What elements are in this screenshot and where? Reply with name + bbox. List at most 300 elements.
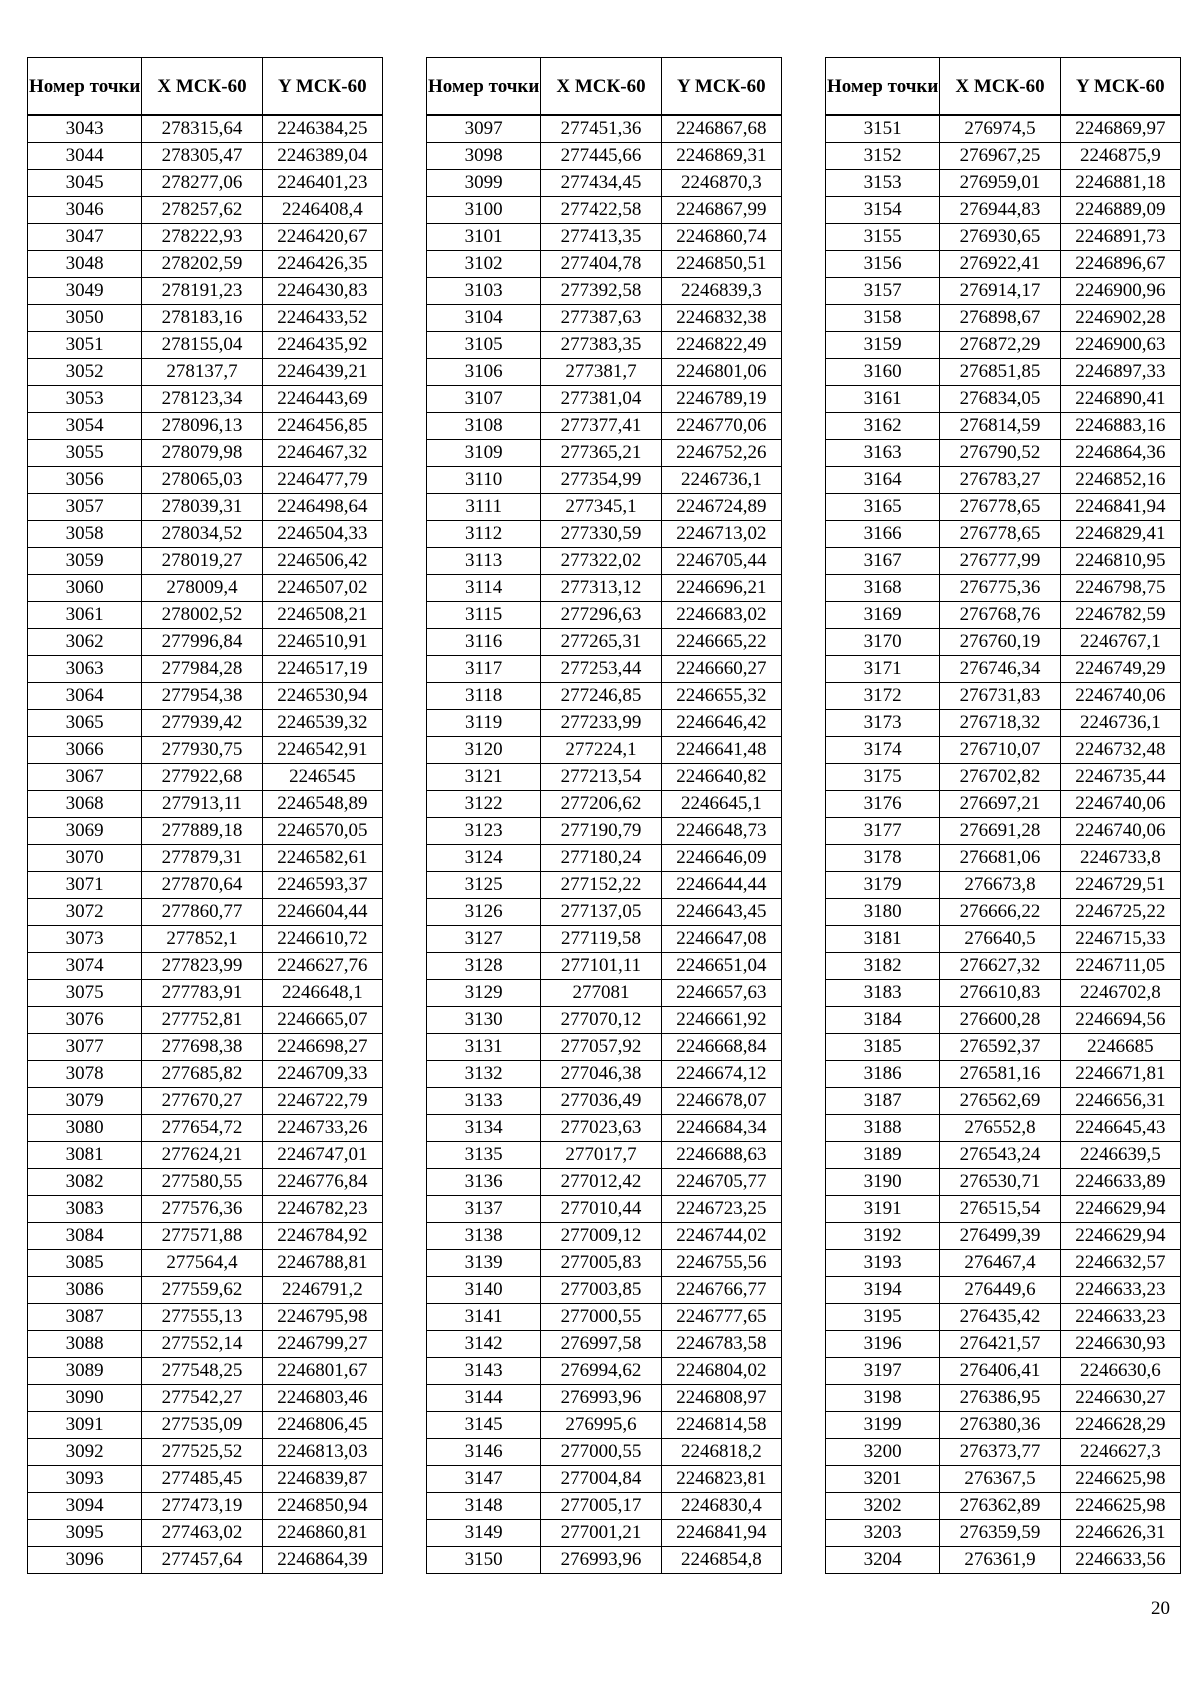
- table-row: [826, 251, 1181, 278]
- y-coordinate-cell: 2246791,2: [262, 1277, 382, 1304]
- table-row: [427, 1277, 782, 1304]
- point-number-cell: 3171: [826, 656, 940, 683]
- x-coordinate-cell: 277913,11: [142, 791, 262, 818]
- y-coordinate-cell: 2246694,56: [1060, 1007, 1180, 1034]
- header-x: X МСК-60: [142, 58, 262, 116]
- point-number-cell: 3101: [427, 224, 541, 251]
- point-number-cell: 3198: [826, 1385, 940, 1412]
- y-coordinate-cell: 2246823,81: [661, 1466, 781, 1493]
- x-coordinate-cell: 277670,27: [142, 1088, 262, 1115]
- y-coordinate-cell: 2246782,23: [262, 1196, 382, 1223]
- table-row: [826, 1277, 1181, 1304]
- table-row: [28, 305, 383, 332]
- table-row: [427, 494, 782, 521]
- point-number-cell: 3143: [427, 1358, 541, 1385]
- point-number-cell: 3154: [826, 197, 940, 224]
- y-coordinate-cell: 2246806,45: [262, 1412, 382, 1439]
- point-number-cell: 3055: [28, 440, 142, 467]
- point-number-cell: 3137: [427, 1196, 541, 1223]
- x-coordinate-cell: 276777,99: [940, 548, 1060, 575]
- x-coordinate-cell: 278277,06: [142, 170, 262, 197]
- table-row: [427, 845, 782, 872]
- y-coordinate-cell: 2246896,67: [1060, 251, 1180, 278]
- table-header-row: [28, 58, 383, 116]
- x-coordinate-cell: 277445,66: [541, 143, 661, 170]
- x-coordinate-cell: 277233,99: [541, 710, 661, 737]
- y-coordinate-cell: 2246808,97: [661, 1385, 781, 1412]
- y-coordinate-cell: 2246850,51: [661, 251, 781, 278]
- x-coordinate-cell: 276367,5: [940, 1466, 1060, 1493]
- point-number-cell: 3131: [427, 1034, 541, 1061]
- point-number-cell: 3157: [826, 278, 940, 305]
- point-number-cell: 3047: [28, 224, 142, 251]
- y-coordinate-cell: 2246685: [1060, 1034, 1180, 1061]
- x-coordinate-cell: 277889,18: [142, 818, 262, 845]
- x-coordinate-cell: 278305,47: [142, 143, 262, 170]
- point-number-cell: 3106: [427, 359, 541, 386]
- x-coordinate-cell: 276543,24: [940, 1142, 1060, 1169]
- table-row: [826, 332, 1181, 359]
- x-coordinate-cell: 277387,63: [541, 305, 661, 332]
- x-coordinate-cell: 277783,91: [142, 980, 262, 1007]
- point-number-cell: 3201: [826, 1466, 940, 1493]
- x-coordinate-cell: 276995,6: [541, 1412, 661, 1439]
- table-row: [826, 1385, 1181, 1412]
- y-coordinate-cell: 2246644,44: [661, 872, 781, 899]
- table-row: [427, 467, 782, 494]
- point-number-cell: 3170: [826, 629, 940, 656]
- table-row: [826, 953, 1181, 980]
- point-number-cell: 3100: [427, 197, 541, 224]
- x-coordinate-cell: 277009,12: [541, 1223, 661, 1250]
- table-row: [28, 170, 383, 197]
- y-coordinate-cell: 2246804,02: [661, 1358, 781, 1385]
- y-coordinate-cell: 2246749,29: [1060, 656, 1180, 683]
- y-coordinate-cell: 2246801,06: [661, 359, 781, 386]
- x-coordinate-cell: 276421,57: [940, 1331, 1060, 1358]
- point-number-cell: 3135: [427, 1142, 541, 1169]
- y-coordinate-cell: 2246548,89: [262, 791, 382, 818]
- table-row: [28, 413, 383, 440]
- x-coordinate-cell: 277253,44: [541, 656, 661, 683]
- y-coordinate-cell: 2246626,31: [1060, 1520, 1180, 1547]
- x-coordinate-cell: 277485,45: [142, 1466, 262, 1493]
- point-number-cell: 3156: [826, 251, 940, 278]
- table-row: [427, 1439, 782, 1466]
- point-number-cell: 3115: [427, 602, 541, 629]
- y-coordinate-cell: 2246633,89: [1060, 1169, 1180, 1196]
- point-number-cell: 3103: [427, 278, 541, 305]
- y-coordinate-cell: 2246507,02: [262, 575, 382, 602]
- table-row: [28, 1088, 383, 1115]
- y-coordinate-cell: 2246628,29: [1060, 1412, 1180, 1439]
- y-coordinate-cell: 2246647,08: [661, 926, 781, 953]
- header-y: Y МСК-60: [661, 58, 781, 116]
- point-number-cell: 3096: [28, 1547, 142, 1574]
- point-number-cell: 3076: [28, 1007, 142, 1034]
- point-number-cell: 3183: [826, 980, 940, 1007]
- point-number-cell: 3073: [28, 926, 142, 953]
- x-coordinate-cell: 277224,1: [541, 737, 661, 764]
- point-number-cell: 3046: [28, 197, 142, 224]
- table-row: [28, 1007, 383, 1034]
- point-number-cell: 3200: [826, 1439, 940, 1466]
- x-coordinate-cell: 278137,7: [142, 359, 262, 386]
- point-number-cell: 3126: [427, 899, 541, 926]
- table-row: [826, 656, 1181, 683]
- table-row: [826, 1250, 1181, 1277]
- y-coordinate-cell: 2246795,98: [262, 1304, 382, 1331]
- point-number-cell: 3178: [826, 845, 940, 872]
- x-coordinate-cell: 276666,22: [940, 899, 1060, 926]
- table-row: [427, 386, 782, 413]
- y-coordinate-cell: 2246724,89: [661, 494, 781, 521]
- table-row: [28, 737, 383, 764]
- point-number-cell: 3125: [427, 872, 541, 899]
- y-coordinate-cell: 2246864,36: [1060, 440, 1180, 467]
- x-coordinate-cell: 277383,35: [541, 332, 661, 359]
- point-number-cell: 3058: [28, 521, 142, 548]
- point-number-cell: 3086: [28, 1277, 142, 1304]
- point-number-cell: 3133: [427, 1088, 541, 1115]
- y-coordinate-cell: 2246645,43: [1060, 1115, 1180, 1142]
- point-number-cell: 3104: [427, 305, 541, 332]
- point-number-cell: 3169: [826, 602, 940, 629]
- table-row: [28, 359, 383, 386]
- x-coordinate-cell: 276380,36: [940, 1412, 1060, 1439]
- y-coordinate-cell: 2246696,21: [661, 575, 781, 602]
- point-number-cell: 3136: [427, 1169, 541, 1196]
- y-coordinate-cell: 2246643,45: [661, 899, 781, 926]
- x-coordinate-cell: 277003,85: [541, 1277, 661, 1304]
- header-y: Y МСК-60: [262, 58, 382, 116]
- x-coordinate-cell: 278257,62: [142, 197, 262, 224]
- table-row: [427, 1520, 782, 1547]
- table-row: [28, 1223, 383, 1250]
- x-coordinate-cell: 277190,79: [541, 818, 661, 845]
- x-coordinate-cell: 277001,21: [541, 1520, 661, 1547]
- table-row: [28, 143, 383, 170]
- x-coordinate-cell: 277624,21: [142, 1142, 262, 1169]
- table-row: [427, 440, 782, 467]
- point-number-cell: 3067: [28, 764, 142, 791]
- point-number-cell: 3098: [427, 143, 541, 170]
- point-number-cell: 3138: [427, 1223, 541, 1250]
- table-row: [826, 629, 1181, 656]
- point-number-cell: 3127: [427, 926, 541, 953]
- x-coordinate-cell: 278315,64: [142, 115, 262, 143]
- x-coordinate-cell: 277654,72: [142, 1115, 262, 1142]
- point-number-cell: 3064: [28, 683, 142, 710]
- y-coordinate-cell: 2246630,93: [1060, 1331, 1180, 1358]
- y-coordinate-cell: 2246633,23: [1060, 1304, 1180, 1331]
- x-coordinate-cell: 277984,28: [142, 656, 262, 683]
- x-coordinate-cell: 278065,03: [142, 467, 262, 494]
- y-coordinate-cell: 2246648,1: [262, 980, 382, 1007]
- table-row: [28, 575, 383, 602]
- table-row: [427, 413, 782, 440]
- table-row: [427, 791, 782, 818]
- table-row: [28, 899, 383, 926]
- table-row: [826, 1358, 1181, 1385]
- point-number-cell: 3153: [826, 170, 940, 197]
- point-number-cell: 3044: [28, 143, 142, 170]
- table-row: [427, 656, 782, 683]
- y-coordinate-cell: 2246860,74: [661, 224, 781, 251]
- point-number-cell: 3128: [427, 953, 541, 980]
- x-coordinate-cell: 276814,59: [940, 413, 1060, 440]
- table-row: [826, 683, 1181, 710]
- y-coordinate-cell: 2246456,85: [262, 413, 382, 440]
- y-coordinate-cell: 2246867,99: [661, 197, 781, 224]
- x-coordinate-cell: 276775,36: [940, 575, 1060, 602]
- y-coordinate-cell: 2246777,65: [661, 1304, 781, 1331]
- y-coordinate-cell: 2246625,98: [1060, 1493, 1180, 1520]
- x-coordinate-cell: 277180,24: [541, 845, 661, 872]
- y-coordinate-cell: 2246539,32: [262, 710, 382, 737]
- point-number-cell: 3164: [826, 467, 940, 494]
- table-header-row: [826, 58, 1181, 116]
- table-row: [427, 115, 782, 143]
- x-coordinate-cell: 276515,54: [940, 1196, 1060, 1223]
- table-row: [826, 1547, 1181, 1574]
- point-number-cell: 3168: [826, 575, 940, 602]
- table-row: [826, 845, 1181, 872]
- x-coordinate-cell: 277392,58: [541, 278, 661, 305]
- y-coordinate-cell: 2246683,02: [661, 602, 781, 629]
- table-row: [427, 575, 782, 602]
- point-number-cell: 3057: [28, 494, 142, 521]
- table-row: [28, 278, 383, 305]
- y-coordinate-cell: 2246870,3: [661, 170, 781, 197]
- point-number-cell: 3187: [826, 1088, 940, 1115]
- point-number-cell: 3124: [427, 845, 541, 872]
- table-row: [826, 710, 1181, 737]
- y-coordinate-cell: 2246891,73: [1060, 224, 1180, 251]
- y-coordinate-cell: 2246776,84: [262, 1169, 382, 1196]
- x-coordinate-cell: 277555,13: [142, 1304, 262, 1331]
- x-coordinate-cell: 277206,62: [541, 791, 661, 818]
- x-coordinate-cell: 277345,1: [541, 494, 661, 521]
- table-row: [28, 710, 383, 737]
- point-number-cell: 3194: [826, 1277, 940, 1304]
- x-coordinate-cell: 277296,63: [541, 602, 661, 629]
- point-number-cell: 3061: [28, 602, 142, 629]
- x-coordinate-cell: 276993,96: [541, 1547, 661, 1574]
- point-number-cell: 3166: [826, 521, 940, 548]
- y-coordinate-cell: 2246850,94: [262, 1493, 382, 1520]
- y-coordinate-cell: 2246665,07: [262, 1007, 382, 1034]
- y-coordinate-cell: 2246744,02: [661, 1223, 781, 1250]
- table-row: [427, 764, 782, 791]
- coordinates-table-3: [825, 57, 1181, 1574]
- table-row: [427, 521, 782, 548]
- y-coordinate-cell: 2246420,67: [262, 224, 382, 251]
- table-row: [427, 1385, 782, 1412]
- table-row: [826, 764, 1181, 791]
- point-number-cell: 3155: [826, 224, 940, 251]
- point-number-cell: 3151: [826, 115, 940, 143]
- table-row: [28, 224, 383, 251]
- table-row: [28, 629, 383, 656]
- y-coordinate-cell: 2246582,61: [262, 845, 382, 872]
- x-coordinate-cell: 277313,12: [541, 575, 661, 602]
- table-row: [427, 899, 782, 926]
- table-row: [826, 1304, 1181, 1331]
- table-row: [427, 1115, 782, 1142]
- table-row: [28, 1493, 383, 1520]
- table-row: [427, 1412, 782, 1439]
- x-coordinate-cell: 276760,19: [940, 629, 1060, 656]
- point-number-cell: 3045: [28, 170, 142, 197]
- point-number-cell: 3114: [427, 575, 541, 602]
- y-coordinate-cell: 2246747,01: [262, 1142, 382, 1169]
- table-header-row: [427, 58, 782, 116]
- x-coordinate-cell: 277463,02: [142, 1520, 262, 1547]
- point-number-cell: 3202: [826, 1493, 940, 1520]
- point-number-cell: 3092: [28, 1439, 142, 1466]
- table-row: [427, 359, 782, 386]
- point-number-cell: 3068: [28, 791, 142, 818]
- x-coordinate-cell: 277685,82: [142, 1061, 262, 1088]
- y-coordinate-cell: 2246733,26: [262, 1115, 382, 1142]
- x-coordinate-cell: 277473,19: [142, 1493, 262, 1520]
- y-coordinate-cell: 2246867,68: [661, 115, 781, 143]
- x-coordinate-cell: 276974,5: [940, 115, 1060, 143]
- y-coordinate-cell: 2246782,59: [1060, 602, 1180, 629]
- y-coordinate-cell: 2246830,4: [661, 1493, 781, 1520]
- table-row: [427, 1142, 782, 1169]
- point-number-cell: 3102: [427, 251, 541, 278]
- x-coordinate-cell: 276640,5: [940, 926, 1060, 953]
- header-x: X МСК-60: [541, 58, 661, 116]
- y-coordinate-cell: 2246625,98: [1060, 1466, 1180, 1493]
- point-number-cell: 3065: [28, 710, 142, 737]
- x-coordinate-cell: 276778,65: [940, 494, 1060, 521]
- header-y: Y МСК-60: [1060, 58, 1180, 116]
- point-number-cell: 3158: [826, 305, 940, 332]
- y-coordinate-cell: 2246900,63: [1060, 332, 1180, 359]
- y-coordinate-cell: 2246902,28: [1060, 305, 1180, 332]
- point-number-cell: 3132: [427, 1061, 541, 1088]
- point-number-cell: 3071: [28, 872, 142, 899]
- y-coordinate-cell: 2246733,8: [1060, 845, 1180, 872]
- x-coordinate-cell: 278123,34: [142, 386, 262, 413]
- x-coordinate-cell: 278039,31: [142, 494, 262, 521]
- table-row: [427, 1250, 782, 1277]
- table-row: [28, 926, 383, 953]
- y-coordinate-cell: 2246900,96: [1060, 278, 1180, 305]
- x-coordinate-cell: 276993,96: [541, 1385, 661, 1412]
- x-coordinate-cell: 276406,41: [940, 1358, 1060, 1385]
- table-row: [826, 197, 1181, 224]
- x-coordinate-cell: 277057,92: [541, 1034, 661, 1061]
- y-coordinate-cell: 2246890,41: [1060, 386, 1180, 413]
- x-coordinate-cell: 277422,58: [541, 197, 661, 224]
- point-number-cell: 3120: [427, 737, 541, 764]
- y-coordinate-cell: 2246630,27: [1060, 1385, 1180, 1412]
- point-number-cell: 3107: [427, 386, 541, 413]
- y-coordinate-cell: 2246736,1: [1060, 710, 1180, 737]
- x-coordinate-cell: 277012,42: [541, 1169, 661, 1196]
- table-row: [28, 818, 383, 845]
- point-number-cell: 3147: [427, 1466, 541, 1493]
- table-row: [826, 305, 1181, 332]
- table-row: [28, 332, 383, 359]
- table-row: [427, 602, 782, 629]
- point-number-cell: 3173: [826, 710, 940, 737]
- point-number-cell: 3190: [826, 1169, 940, 1196]
- point-number-cell: 3167: [826, 548, 940, 575]
- point-number-cell: 3145: [427, 1412, 541, 1439]
- y-coordinate-cell: 2246633,23: [1060, 1277, 1180, 1304]
- y-coordinate-cell: 2246740,06: [1060, 791, 1180, 818]
- y-coordinate-cell: 2246832,38: [661, 305, 781, 332]
- table-row: [427, 278, 782, 305]
- x-coordinate-cell: 277559,62: [142, 1277, 262, 1304]
- x-coordinate-cell: 277119,58: [541, 926, 661, 953]
- x-coordinate-cell: 277377,41: [541, 413, 661, 440]
- point-number-cell: 3189: [826, 1142, 940, 1169]
- point-number-cell: 3048: [28, 251, 142, 278]
- point-number-cell: 3105: [427, 332, 541, 359]
- y-coordinate-cell: 2246839,87: [262, 1466, 382, 1493]
- x-coordinate-cell: 277548,25: [142, 1358, 262, 1385]
- y-coordinate-cell: 2246632,57: [1060, 1250, 1180, 1277]
- y-coordinate-cell: 2246829,41: [1060, 521, 1180, 548]
- table-row: [28, 115, 383, 143]
- table-row: [826, 494, 1181, 521]
- y-coordinate-cell: 2246640,82: [661, 764, 781, 791]
- x-coordinate-cell: 276592,37: [940, 1034, 1060, 1061]
- point-number-cell: 3059: [28, 548, 142, 575]
- x-coordinate-cell: 277010,44: [541, 1196, 661, 1223]
- table-row: [427, 629, 782, 656]
- x-coordinate-cell: 276362,89: [940, 1493, 1060, 1520]
- point-number-cell: 3134: [427, 1115, 541, 1142]
- x-coordinate-cell: 277852,1: [142, 926, 262, 953]
- y-coordinate-cell: 2246702,8: [1060, 980, 1180, 1007]
- y-coordinate-cell: 2246657,63: [661, 980, 781, 1007]
- point-number-cell: 3074: [28, 953, 142, 980]
- table-row: [826, 1142, 1181, 1169]
- x-coordinate-cell: 277330,59: [541, 521, 661, 548]
- x-coordinate-cell: 276361,9: [940, 1547, 1060, 1574]
- table-row: [826, 818, 1181, 845]
- table-row: [427, 872, 782, 899]
- table-row: [427, 683, 782, 710]
- point-number-cell: 3165: [826, 494, 940, 521]
- x-coordinate-cell: 276778,65: [940, 521, 1060, 548]
- point-number-cell: 3077: [28, 1034, 142, 1061]
- point-number-cell: 3177: [826, 818, 940, 845]
- x-coordinate-cell: 276530,71: [940, 1169, 1060, 1196]
- y-coordinate-cell: 2246655,32: [661, 683, 781, 710]
- table-row: [28, 953, 383, 980]
- y-coordinate-cell: 2246709,33: [262, 1061, 382, 1088]
- x-coordinate-cell: 277954,38: [142, 683, 262, 710]
- x-coordinate-cell: 277823,99: [142, 953, 262, 980]
- point-number-cell: 3150: [427, 1547, 541, 1574]
- x-coordinate-cell: 277571,88: [142, 1223, 262, 1250]
- y-coordinate-cell: 2246713,02: [661, 521, 781, 548]
- x-coordinate-cell: 276467,4: [940, 1250, 1060, 1277]
- table-row: [28, 386, 383, 413]
- x-coordinate-cell: 277046,38: [541, 1061, 661, 1088]
- y-coordinate-cell: 2246839,3: [661, 278, 781, 305]
- y-coordinate-cell: 2246629,94: [1060, 1223, 1180, 1250]
- x-coordinate-cell: 277413,35: [541, 224, 661, 251]
